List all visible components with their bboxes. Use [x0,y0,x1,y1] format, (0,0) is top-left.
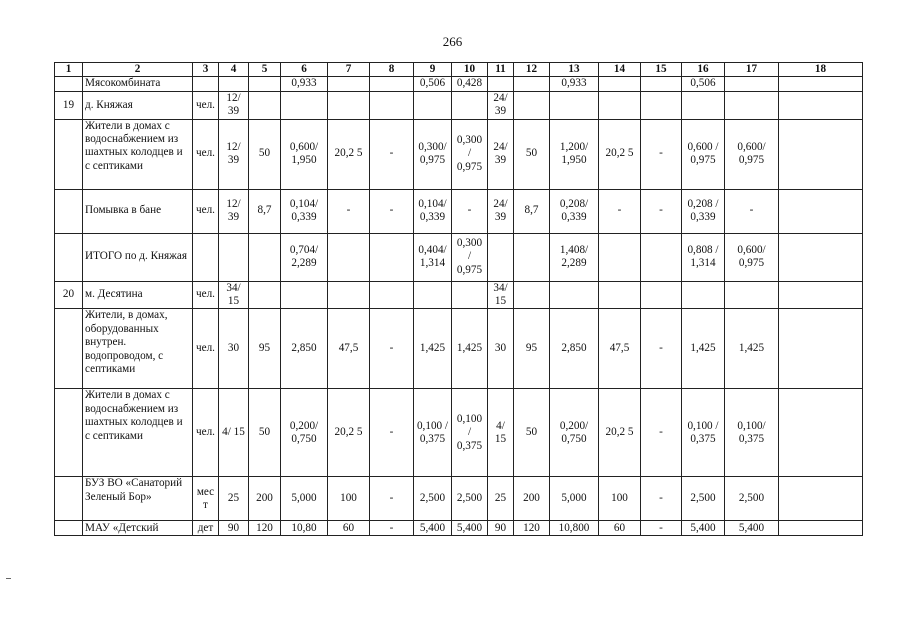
row-number-cell: 19 [55,91,83,119]
value-cell: 30 [219,309,249,389]
value-cell: 2,500 [414,477,452,521]
value-cell [779,119,863,189]
value-cell [779,281,863,309]
value-cell [514,77,550,91]
value-cell [370,91,414,119]
unit-cell: чел. [193,389,219,477]
unit-cell: чел. [193,189,219,233]
value-cell [488,77,514,91]
value-cell [550,281,599,309]
unit-cell: чел. [193,91,219,119]
table-row [55,521,863,536]
value-cell: 20,2 5 [328,389,370,477]
value-cell: 0,506 [682,77,725,91]
column-header: 13 [550,63,599,77]
value-cell [641,281,682,309]
column-header: 11 [488,63,514,77]
value-cell: 24/ 39 [488,119,514,189]
value-cell: 24/ 39 [488,91,514,119]
value-cell: - [641,189,682,233]
value-cell: - [641,521,682,536]
value-cell: 10,80 [281,521,328,536]
value-cell: 20,2 5 [599,119,641,189]
column-header: 17 [725,63,779,77]
value-cell [599,77,641,91]
value-cell: 5,400 [725,521,779,536]
value-cell: - [328,189,370,233]
unit-cell: мес т [193,477,219,521]
value-cell [328,91,370,119]
column-header: 12 [514,63,550,77]
value-cell [328,233,370,281]
value-cell [219,77,249,91]
value-cell: 0,300 / 0,975 [452,233,488,281]
value-cell: 0,600/ 0,975 [725,233,779,281]
value-cell [328,281,370,309]
value-cell: 50 [514,119,550,189]
value-cell: 50 [249,119,281,189]
name-cell: МАУ «Детский [83,521,193,536]
unit-cell [193,233,219,281]
value-cell: 30 [488,309,514,389]
value-cell: 50 [249,389,281,477]
value-cell: 5,400 [452,521,488,536]
value-cell: 0,704/ 2,289 [281,233,328,281]
name-cell: Жители, в домах, оборудованных внутрен. водопроводом, с септиками [83,309,193,389]
row-number-cell [55,119,83,189]
value-cell [779,77,863,91]
header-row [55,63,863,77]
row-number-cell: 20 [55,281,83,309]
value-cell: 47,5 [328,309,370,389]
value-cell [599,91,641,119]
value-cell: 2,850 [281,309,328,389]
value-cell: 5,000 [281,477,328,521]
name-cell: Жители в домах с водоснабжением из шахтных колодцев и с септиками [83,119,193,189]
column-header: 18 [779,63,863,77]
value-cell: - [599,189,641,233]
value-cell: 0,100 / 0,375 [452,389,488,477]
value-cell: 100 [599,477,641,521]
value-cell: 12/ 39 [219,119,249,189]
value-cell [414,281,452,309]
value-cell: 5,400 [414,521,452,536]
value-cell: 20,2 5 [328,119,370,189]
value-cell: - [370,309,414,389]
value-cell: 0,104/ 0,339 [414,189,452,233]
value-cell [370,77,414,91]
value-cell: 0,104/ 0,339 [281,189,328,233]
value-cell [452,281,488,309]
column-header: 4 [219,63,249,77]
value-cell [779,91,863,119]
unit-cell: чел. [193,281,219,309]
page-number: 266 [442,34,463,49]
row-number-cell [55,477,83,521]
value-cell [370,233,414,281]
name-cell: д. Княжая [83,91,193,119]
value-cell: 10,800 [550,521,599,536]
value-cell [779,189,863,233]
unit-cell: дет [193,521,219,536]
value-cell [249,281,281,309]
value-cell [779,521,863,536]
value-cell: - [370,119,414,189]
value-cell [779,389,863,477]
value-cell: - [641,389,682,477]
value-cell: 0,506 [414,77,452,91]
name-cell: м. Десятина [83,281,193,309]
table-row [55,233,863,281]
unit-cell: чел. [193,309,219,389]
value-cell [249,77,281,91]
value-cell: 95 [249,309,281,389]
value-cell [641,77,682,91]
value-cell: 200 [514,477,550,521]
value-cell: 120 [249,521,281,536]
column-header: 2 [83,63,193,77]
value-cell [779,309,863,389]
value-cell: - [370,477,414,521]
value-cell: 25 [488,477,514,521]
value-cell: 34/ 15 [488,281,514,309]
value-cell: 2,500 [682,477,725,521]
value-cell: 4/ 15 [488,389,514,477]
value-cell: - [370,521,414,536]
name-cell: БУЗ ВО «Санаторий Зеленый Бор» [83,477,193,521]
value-cell [328,77,370,91]
value-cell: 0,600/ 0,975 [725,119,779,189]
value-cell: 0,933 [281,77,328,91]
value-cell [779,477,863,521]
value-cell: 1,408/ 2,289 [550,233,599,281]
value-cell: 60 [328,521,370,536]
value-cell: 1,425 [682,309,725,389]
value-cell: 8,7 [514,189,550,233]
column-header: 7 [328,63,370,77]
value-cell [281,281,328,309]
unit-cell: чел. [193,119,219,189]
value-cell: 95 [514,309,550,389]
value-cell: - [370,189,414,233]
value-cell [281,91,328,119]
value-cell: 0,208 / 0,339 [682,189,725,233]
value-cell: - [641,477,682,521]
value-cell [725,77,779,91]
column-header: 14 [599,63,641,77]
value-cell: 0,300/ 0,975 [414,119,452,189]
table-row [55,77,863,91]
value-cell [514,281,550,309]
row-number-cell [55,77,83,91]
value-cell: 200 [249,477,281,521]
table-row [55,281,863,309]
row-number-cell [55,233,83,281]
table-row [55,389,863,477]
margin-mark [6,578,11,579]
value-cell [219,233,249,281]
value-cell: 1,425 [725,309,779,389]
value-cell [370,281,414,309]
column-header: 8 [370,63,414,77]
value-cell: 0,100/ 0,375 [725,389,779,477]
value-cell: 47,5 [599,309,641,389]
column-header: 5 [249,63,281,77]
value-cell: - [641,119,682,189]
value-cell: 12/ 39 [219,91,249,119]
value-cell: 0,808 / 1,314 [682,233,725,281]
value-cell: 50 [514,389,550,477]
value-cell: 1,425 [414,309,452,389]
value-cell: 24/ 39 [488,189,514,233]
value-cell [488,233,514,281]
value-cell [725,281,779,309]
value-cell [682,91,725,119]
value-cell: 34/ 15 [219,281,249,309]
value-cell: 100 [328,477,370,521]
value-cell: 60 [599,521,641,536]
value-cell: 4/ 15 [219,389,249,477]
value-cell: 20,2 5 [599,389,641,477]
column-header: 6 [281,63,328,77]
name-cell: Жители в домах с водоснабжением из шахтных колодцев и с септиками [83,389,193,477]
column-header: 9 [414,63,452,77]
value-cell: 5,000 [550,477,599,521]
row-number-cell [55,309,83,389]
unit-cell [193,77,219,91]
row-number-cell [55,189,83,233]
column-header: 16 [682,63,725,77]
value-cell [249,91,281,119]
table-row [55,477,863,521]
value-cell: 0,208/ 0,339 [550,189,599,233]
value-cell: 25 [219,477,249,521]
value-cell: 1,200/ 1,950 [550,119,599,189]
value-cell [599,233,641,281]
value-cell: 0,100 / 0,375 [682,389,725,477]
column-header: 3 [193,63,219,77]
name-cell: Мясокомбината [83,77,193,91]
value-cell: 0,200/ 0,750 [550,389,599,477]
value-cell: - [452,189,488,233]
column-header: 1 [55,63,83,77]
value-cell: 2,500 [725,477,779,521]
row-number-cell [55,389,83,477]
value-cell: 90 [488,521,514,536]
value-cell: 0,300 / 0,975 [452,119,488,189]
value-cell: - [725,189,779,233]
value-cell [779,233,863,281]
table-row [55,189,863,233]
value-cell [414,91,452,119]
value-cell: 120 [514,521,550,536]
value-cell: 0,428 [452,77,488,91]
value-cell: 0,100 / 0,375 [414,389,452,477]
value-cell: - [641,309,682,389]
value-cell: - [370,389,414,477]
value-cell: 0,600/ 1,950 [281,119,328,189]
table-row [55,309,863,389]
name-cell: ИТОГО по д. Княжая [83,233,193,281]
value-cell [514,233,550,281]
value-cell: 90 [219,521,249,536]
value-cell [249,233,281,281]
value-cell: 8,7 [249,189,281,233]
value-cell [550,91,599,119]
value-cell: 12/ 39 [219,189,249,233]
column-header: 10 [452,63,488,77]
table-row [55,91,863,119]
value-cell [641,233,682,281]
value-cell: 0,404/ 1,314 [414,233,452,281]
value-cell [682,281,725,309]
name-cell: Помывка в бане [83,189,193,233]
value-cell: 5,400 [682,521,725,536]
row-number-cell [55,521,83,536]
value-cell [514,91,550,119]
value-cell [725,91,779,119]
value-cell: 0,933 [550,77,599,91]
value-cell: 0,200/ 0,750 [281,389,328,477]
value-cell: 2,500 [452,477,488,521]
value-cell: 0,600 / 0,975 [682,119,725,189]
value-cell [452,91,488,119]
value-cell [641,91,682,119]
value-cell: 1,425 [452,309,488,389]
table-row [55,119,863,189]
column-header: 15 [641,63,682,77]
value-cell: 2,850 [550,309,599,389]
value-cell [599,281,641,309]
data-table [54,62,863,536]
